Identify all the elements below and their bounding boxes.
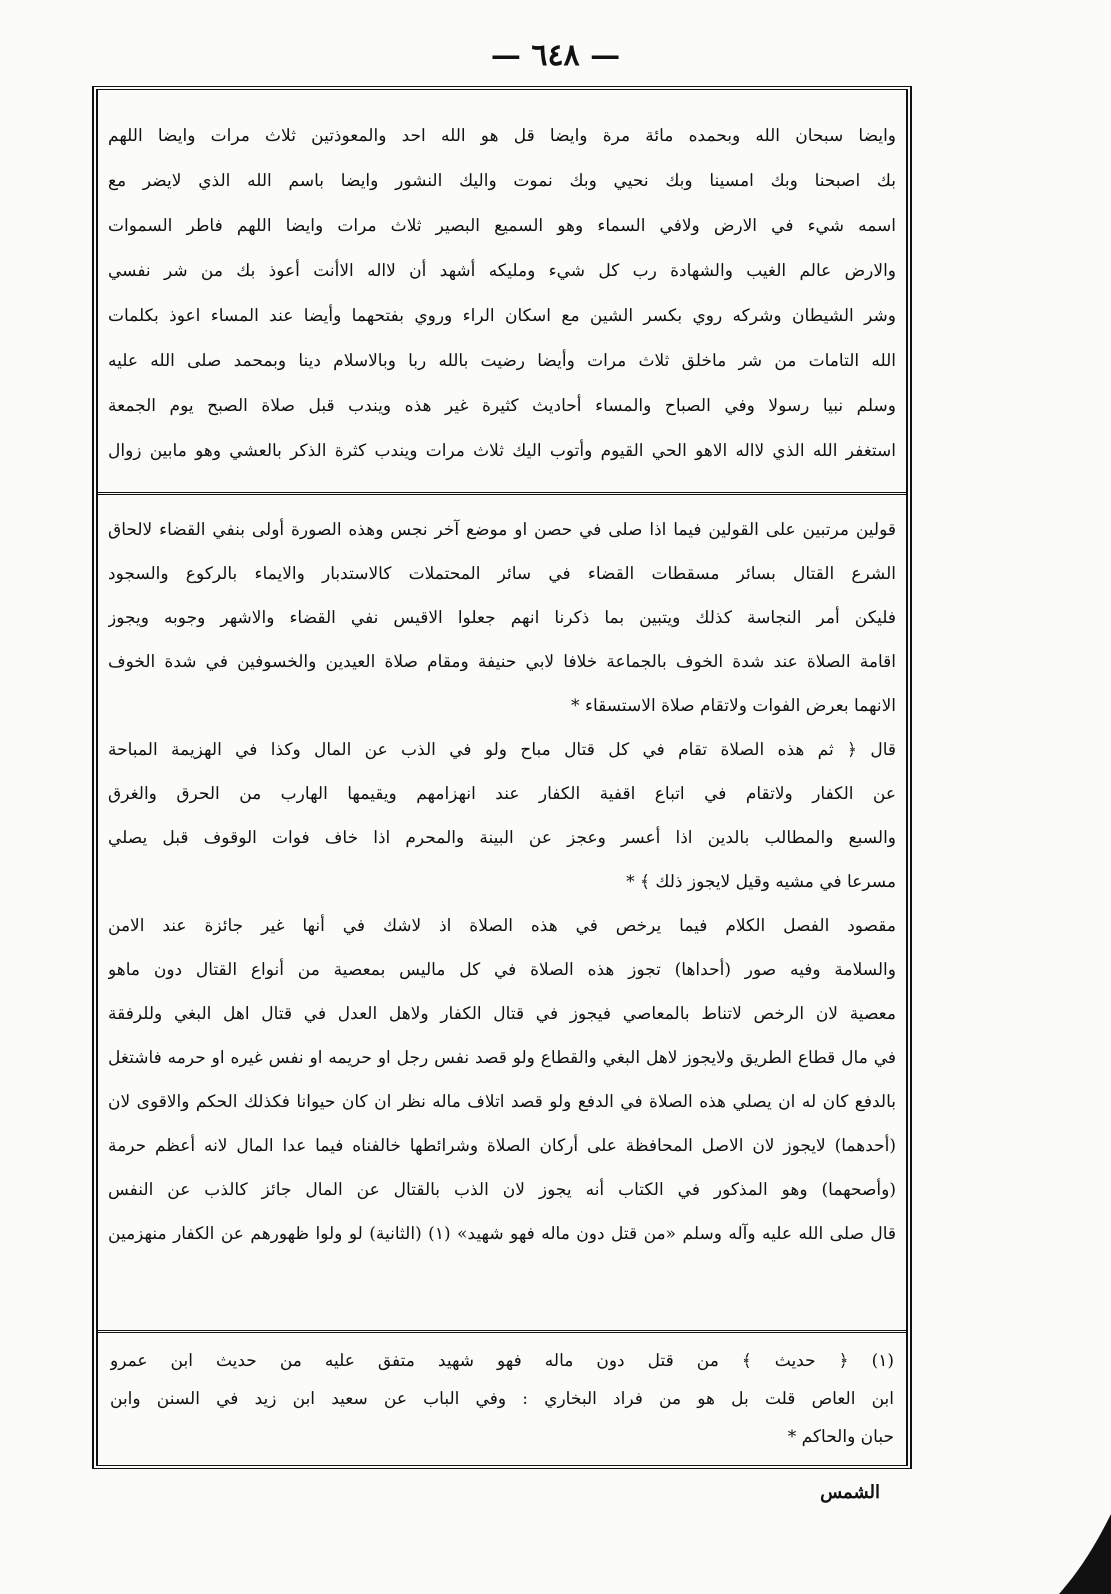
text-line: وايضا سبحان الله وبحمده مائة مرة وايضا قل هو الله احد والمعوذتين ثلاث مرات وايضا اللهم (108, 126, 896, 146)
text-line: والسبع والمطالب بالدين اذا أعسر وعجز عن البينة والمحرم اذا خاف فوات الوقوف قبل يصلي (108, 828, 896, 848)
text-line: بك اصبحنا وبك امسينا وبك نحيي وبك نموت واليك النشور وايضا باسم الله الذي لايضر مع (108, 171, 896, 191)
text-line: وشر الشيطان وشركه روي بكسر الشين مع اسكان الراء وروي بفتحهما وأيضا عند المساء اعوذ بكلمات (108, 306, 896, 326)
text-line: اسمه شيء في الارض ولافي السماء وهو السميع البصير ثلاث مرات وايضا اللهم فاطر السموات (108, 216, 896, 236)
text-line: وسلم نبيا رسولا وفي الصباح والمساء أحاديث كثيرة غير هذه ويندب قبل صلاة الصبح يوم الجمعة (108, 396, 896, 416)
text-line: قال ﴿ ثم هذه الصلاة تقام في كل قتال مباح ولو في الذب عن المال وكذا في الهزيمة المباحة (108, 740, 896, 760)
signature-label: الشمس (820, 1482, 880, 1503)
commentary-top-text (108, 114, 896, 474)
footnote-line: (١) ﴿ حديث ﴾ من قتل دون ماله فهو شهيد متفق عليه من حديث ابن عمرو (110, 1351, 894, 1371)
text-line: الله التامات من شر ماخلق ثلاث مرات وأيضا رضيت بالله ربا وبالاسلام دينا وبمحمد صلى الله عليه (108, 351, 896, 371)
text-line: والارض عالم الغيب والشهادة رب كل شيء ومليكه أشهد أن لااله الاأنت أعوذ بك من شر نفسي (108, 261, 896, 281)
text-line: معصية لان الرخص لاتناط بالمعاصي فيجوز في قتال الكفار ولاهل العدل في قتال اهل البغي وللرفقة (108, 1004, 896, 1024)
text-line: والسلامة وفيه صور (أحداها) تجوز هذه الصلاة في كل ماليس بمعصية من أنواع القتال دون ماهو (108, 960, 896, 980)
footnote (110, 1342, 894, 1456)
text-line: (أحدهما) لايجوز لان الاصل المحافظة على أركان الصلاة وشرائطها خالفناه فيما عدا المال لانه أعظم حرمة (108, 1136, 896, 1156)
text-line: (وأصحهما) وهو المذكور في الكتاب أنه يجوز لان الذب بالقتال عن المال جائز كالذب عن النفس (108, 1180, 896, 1200)
text-line: مقصود الفصل الكلام فيما يرخص في هذه الصلاة اذ لاشك في أنها غير جائزة عند الامن (108, 916, 896, 936)
footnote-line: ابن العاص قلت بل هو من فراد البخاري : وفي الباب عن سعيد ابن زيد في السنن وابن (110, 1389, 894, 1409)
text-line: استغفر الله الذي لااله الاهو الحي القيوم وأتوب اليك ثلاث مرات ويندب كثرة الذكر بالعشي وهو مابين زوال (108, 441, 896, 461)
page-frame (92, 86, 912, 1469)
page-number: — ٦٤٨ — (490, 38, 621, 73)
text-line: بالدفع كان له ان يصلي هذه الصلاة في الدفع ولو قصد اتلاف ماله نظر ان كان حيوانا فكذلك الحكم والاقوى لان (108, 1092, 896, 1112)
text-line: فليكن أمر النجاسة كذلك ويتبين بما ذكرنا انهم جعلوا الاقيس نفي القضاء والاشهر وجوبه ويجوز (108, 608, 896, 628)
footnote-divider (98, 1330, 906, 1333)
text-line: في مال قطاع الطريق ولايجوز لاهل البغي والقطاع ولو قصد نفس رجل او حريمه او نفس غيره او حرمه فاشتغل (108, 1048, 896, 1068)
main-text (108, 508, 896, 1256)
text-line: قال صلى الله عليه وآله وسلم «من قتل دون ماله فهو شهيد» (١) (الثانية) لو ولوا ظهورهم عن الكفار منهزمين (108, 1224, 896, 1244)
text-line: الشرع القتال بسائر مسقطات القضاء في سائر المحتملات كالاستدبار والايماء بالركوع والسجود (108, 564, 896, 584)
text-line: عن الكفار ولاتقام في اتباع اقفية الكفار عند انهزامهم ويقيمها الهارب من الحرق والغرق (108, 784, 896, 804)
text-line: قولين مرتبين على القولين فيما اذا صلى في حصن او موضع آخر نجس وهذه الصورة أولى بنفي القضاء لالحاق (108, 520, 896, 540)
text-line: مسرعا في مشيه وقيل لايجوز ذلك ﴾ * (626, 872, 896, 892)
text-line: اقامة الصلاة عند شدة الخوف بالجماعة خلافا لابي حنيفة ومقام صلاة العيدين والخسوفين في شدة الخوف (108, 652, 896, 672)
page-corner-shadow (1041, 1514, 1111, 1594)
text-line: الانهما بعرض الفوات ولاتقام صلاة الاستسقاء * (571, 696, 896, 716)
section-divider (98, 492, 906, 495)
footnote-line: حبان والحاكم * (787, 1427, 894, 1447)
